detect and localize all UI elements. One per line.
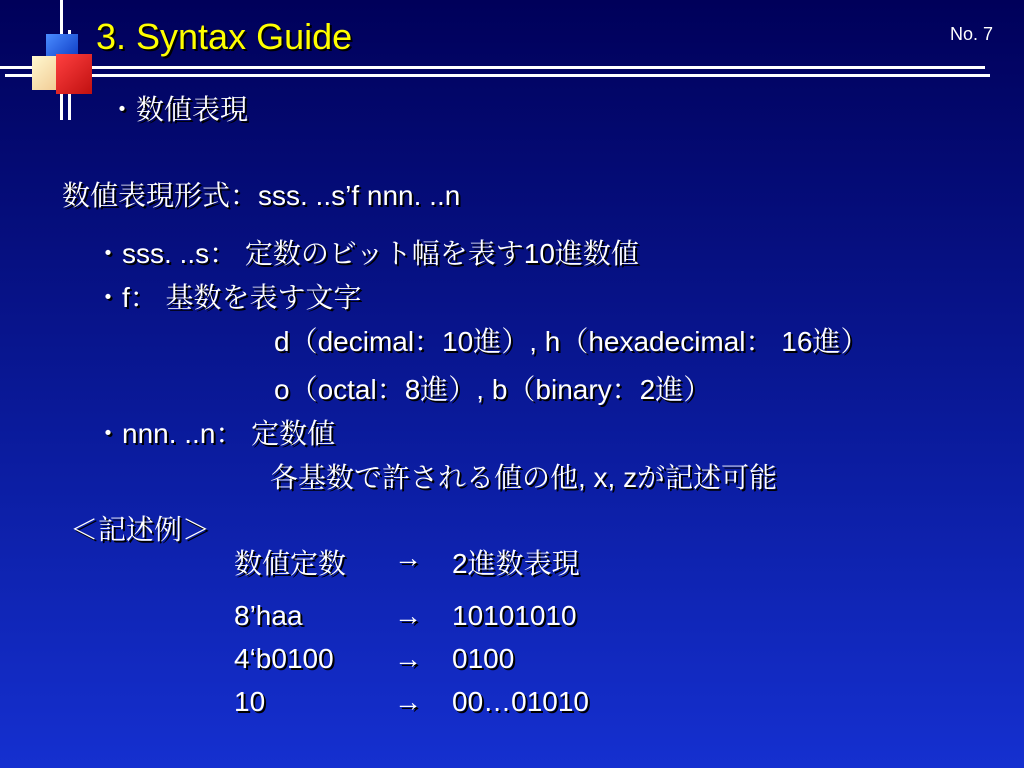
decor-blue-square [46,34,78,56]
examples-col-right-header: 2進数表現 [452,548,580,579]
decor-horizontal-line [0,66,985,69]
radix-detail-line: d（decimal：10進）, h（hexadecimal： 16進） [274,326,869,357]
arrow: → [394,643,422,674]
example-input: 10 [234,686,266,717]
value-note: 各基数で許される値の他, x, zが記述可能 [270,462,778,493]
page-number: No. 7 [950,24,994,44]
decor-red-square [56,54,92,94]
section-heading: ・数値表現 [108,94,249,125]
example-output: 0100 [452,643,515,674]
example-output: 10101010 [452,600,577,631]
arrow: → [394,686,422,717]
bullet-value: ・nnn. ..n： 定数値 [94,418,336,449]
example-input: 4‘b0100 [234,643,334,674]
bullet-radix: ・f： 基数を表す文字 [94,282,362,313]
example-input: 8’haa [234,600,303,631]
examples-col-left-header: 数値定数 [234,548,347,579]
format-line: 数値表現形式：sss. ..s’f nnn. ..n [62,180,461,211]
arrow: → [394,600,422,631]
examples-heading: ＜記述例＞ [70,514,211,545]
slide-title: 3. Syntax Guide [96,16,353,57]
radix-detail-line: o（octal：8進）, b（binary：2進） [274,374,712,405]
arrow: → [394,542,422,573]
example-output: 00…01010 [452,686,590,717]
bullet-bit-width: ・sss. ..s： 定数のビット幅を表す10進数値 [94,238,639,269]
decor-horizontal-line [5,74,990,77]
